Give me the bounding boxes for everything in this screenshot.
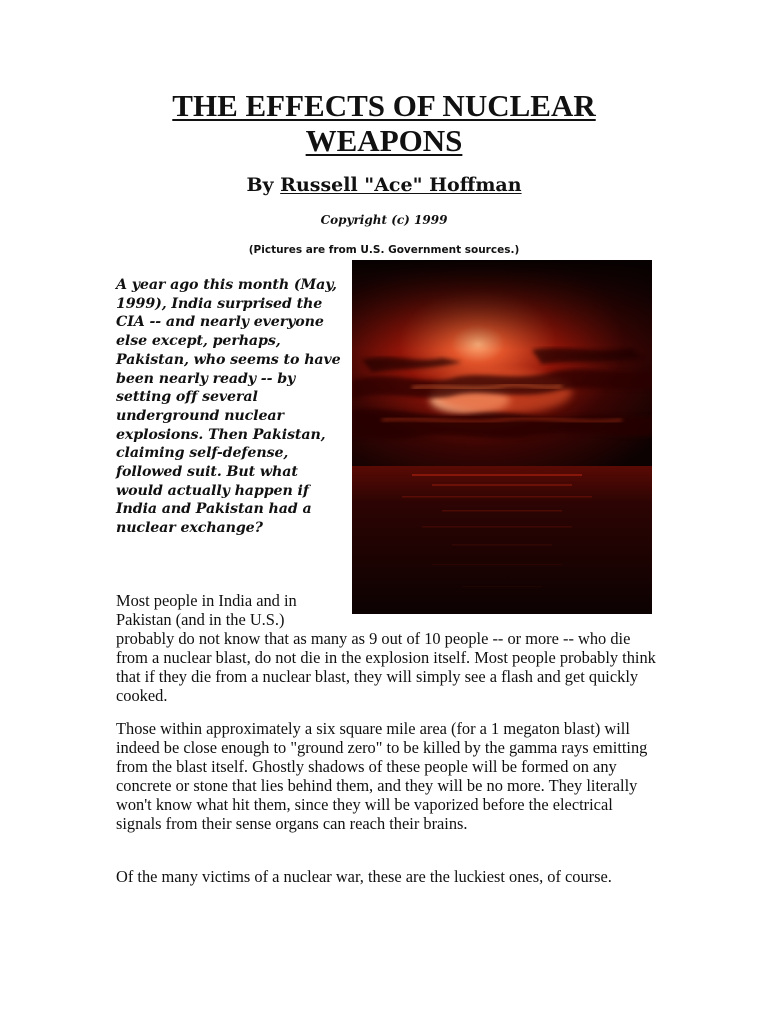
byline-prefix: By (246, 174, 281, 196)
document-title: THE EFFECTS OF NUCLEAR WEAPONS (172, 88, 596, 158)
paragraph-1-lead: Most people in India and in Pakistan (and in the U.S.) (116, 591, 297, 629)
copyright-notice: Copyright (c) 1999 (320, 213, 448, 227)
body-paragraph-1 (116, 592, 656, 705)
picture-sources-note: (Pictures are from U.S. Government sources.) (248, 244, 520, 256)
paragraph-1-rest: probably do not know that as many as 9 out of 10 people -- or more -- who die from a nuclear blast, do not die in the explosion itself. Most people probably think that if they die from a nuclear blast, they will simply see a flash and get quickly cooked. (116, 628, 656, 705)
body-paragraph-3: Of the many victims of a nuclear war, these are the luckiest ones, of course. (116, 867, 612, 886)
intro-paragraph: A year ago this month (May, 1999), India surprised the CIA -- and nearly everyone else except, perhaps, Pakistan, who seems to have been nearly ready -- by setting off several underground nuclear explosions. Then Pakistan, claiming self-defense, followed suit. But what would actually happen if India and Pakistan had a nuclear exchange? (116, 277, 341, 537)
body-paragraph-2: Those within approximately a six square mile area (for a 1 megaton blast) will indeed be close enough to "ground zero" to be killed by the gamma rays emitting from the blast itself. Ghostly shadows of these people will be formed on any concrete or stone that lies behind them, and they will be no more. They literally won't know what hit them, since they will be vaporized before the electrical signals from their sense organs can reach their brains. (116, 719, 648, 833)
nuclear-explosion-photo (352, 260, 652, 614)
byline (100, 173, 668, 197)
author-name: Russell "Ace" Hoffman (280, 174, 522, 196)
